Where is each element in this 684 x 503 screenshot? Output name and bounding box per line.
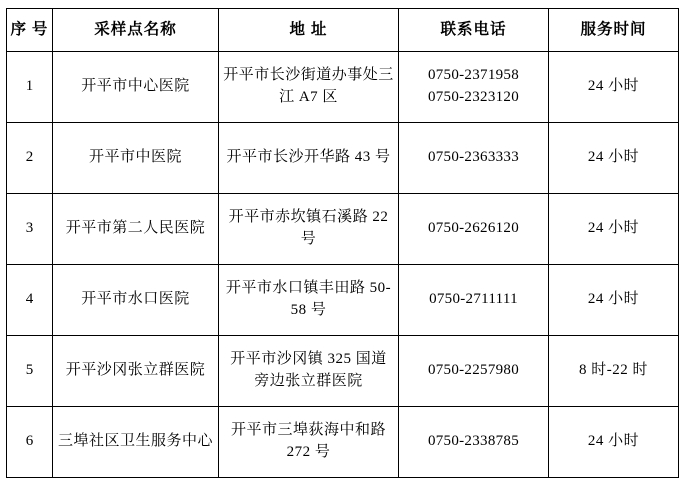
cell-phone [399,123,549,194]
cell-service-hours: 24 小时 [549,52,679,123]
phone-line: 0750-2711111 [429,291,518,308]
table-row [7,407,679,478]
cell-phone [399,265,549,336]
cell-service-hours: 24 小时 [549,407,679,478]
cell-index: 6 [7,407,53,478]
cell-index: 4 [7,265,53,336]
table-body [7,52,679,478]
cell-site-name: 开平市中医院 [53,123,219,194]
phone-line: 0750-2323120 [427,89,520,105]
cell-site-name: 三埠社区卫生服务中心 [53,407,219,478]
table-row [7,265,679,336]
cell-address: 开平市长沙街道办事处三江 A7 区 [219,52,399,123]
cell-address: 开平市长沙开华路 43 号 [219,123,399,194]
sampling-sites-table [6,8,679,478]
cell-address: 开平市赤坎镇石溪路 22 号 [219,194,399,265]
cell-index: 2 [7,123,53,194]
cell-service-hours: 24 小时 [549,265,679,336]
table-header-row [7,9,679,52]
cell-address: 开平市沙冈镇 325 国道旁边张立群医院 [219,336,399,407]
column-header-phone: 联系电话 [399,9,549,52]
column-header-service-hours: 服务时间 [549,9,679,52]
cell-address: 开平市三埠荻海中和路 272 号 [219,407,399,478]
column-header-index: 序 号 [7,9,53,52]
cell-site-name: 开平市第二人民医院 [53,194,219,265]
cell-index: 1 [7,52,53,123]
cell-phone [399,336,549,407]
table-row [7,52,679,123]
phone-line: 0750-2363333 [427,149,520,166]
cell-service-hours: 24 小时 [549,123,679,194]
table-row [7,194,679,265]
phone-line: 0750-2257980 [427,362,520,379]
cell-site-name: 开平市水口医院 [53,265,219,336]
column-header-address: 地 址 [219,9,399,52]
cell-index: 5 [7,336,53,407]
table-row [7,336,679,407]
cell-service-hours: 24 小时 [549,194,679,265]
cell-service-hours: 8 时-22 时 [549,336,679,407]
cell-address: 开平市水口镇丰田路 50-58 号 [219,265,399,336]
cell-phone [399,52,549,123]
cell-phone [399,194,549,265]
column-header-site-name: 采样点名称 [53,9,219,52]
cell-site-name: 开平市中心医院 [53,52,219,123]
phone-line: 0750-2626120 [427,220,520,237]
table-row [7,123,679,194]
phone-line: 0750-2338785 [427,433,520,450]
cell-index: 3 [7,194,53,265]
phone-line: 0750-2371958 [427,67,520,84]
table-header [7,9,679,52]
cell-site-name: 开平沙冈张立群医院 [53,336,219,407]
cell-phone [399,407,549,478]
